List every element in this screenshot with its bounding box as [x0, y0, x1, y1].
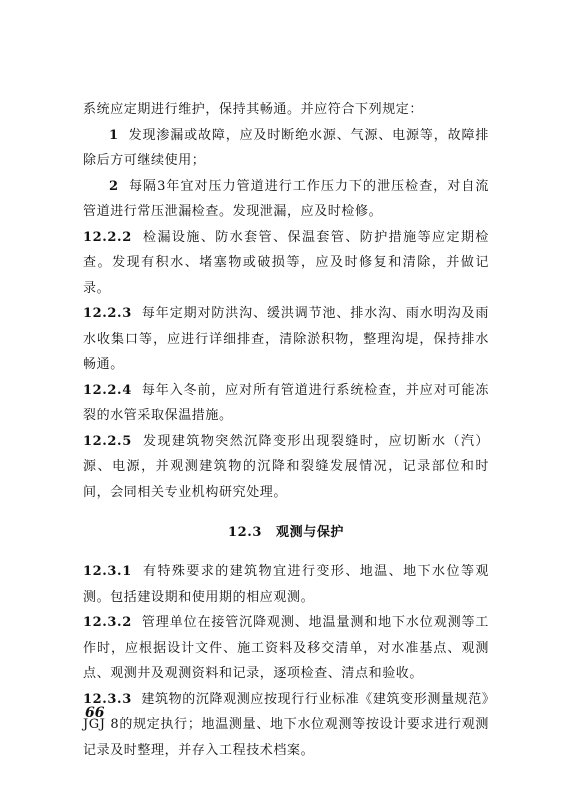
intro-paragraph: 系统应定期进行维护，保持其畅通。并应符合下列规定： [83, 102, 424, 117]
clause-number: 12.2.2 [83, 229, 132, 245]
clause-text: 管理单位在接管沉降观测、地温量测和地下水位观测等工作时，应根据设计文件、施工资料及移交清单，对水准基点、观测点、观测井及观测资料和记录，逐项检查、清点和验收。 [83, 615, 489, 681]
clause [83, 225, 489, 302]
clause-number: 12.3.1 [83, 564, 132, 579]
clause-text: 建筑物的沉降观测应按现行行业标准《建筑变形测量规范》JGJ 8的规定执行；地温测量、地下水位观测等按设计要求进行观测记录及时整理，并存入工程技术档案。 [83, 691, 489, 758]
list-item-number: 1 [109, 127, 119, 143]
clause-text: 有特殊要求的建筑物宜进行变形、地温、地下水位等观测。包括建设期和使用期的相应观测。 [83, 564, 489, 605]
section-number: 12.3 [227, 525, 263, 540]
clause-text: 发现建筑物突然沉降变形出现裂缝时，应切断水（汽）源、电源，并观测建筑物的沉降和裂缝发展情况，记录部位和时间，会同相关专业机构研究处理。 [83, 433, 489, 500]
clause-number: 12.2.5 [83, 433, 132, 449]
clause-number: 12.2.3 [83, 306, 132, 321]
clause-text: 检漏设施、防水套管、保温套管、防护措施等应定期检查。发现有积水、堵塞物或破损等，应及时修复和清除，并做记录。 [83, 229, 489, 296]
clause-number: 12.3.3 [83, 691, 132, 707]
clause-text: 每年定期对防洪沟、缓洪调节池、排水沟、雨水明沟及雨水收集口等，应进行详细排查，清除淤积物，整理沟堤，保持排水畅通。 [83, 306, 489, 372]
clause [83, 301, 489, 378]
list-item-number: 2 [109, 178, 119, 194]
clause [83, 687, 489, 764]
clause [83, 559, 489, 610]
clause-number: 12.2.4 [83, 382, 132, 398]
page-content [83, 97, 489, 763]
list-item-text: 每隔3年宜对压力管道进行工作压力下的泄压检查，对自流管道进行常压泄漏检查。发现泄漏，应及时检修。 [83, 178, 489, 219]
clause [83, 429, 489, 506]
clause-text: 每年入冬前，应对所有管道进行系统检查，并应对可能冻裂的水管采取保温措施。 [83, 382, 489, 423]
list-item [83, 174, 489, 225]
section-heading [83, 523, 489, 543]
clause [83, 610, 489, 687]
page-number: 66 [85, 705, 105, 721]
section-title: 观测与保护 [276, 525, 345, 540]
list-item-text: 发现渗漏或故障，应及时断绝水源、气源、电源等，故障排除后方可继续使用； [83, 127, 489, 168]
clause-number: 12.3.2 [83, 615, 132, 630]
clause [83, 378, 489, 429]
list-item [83, 123, 489, 174]
